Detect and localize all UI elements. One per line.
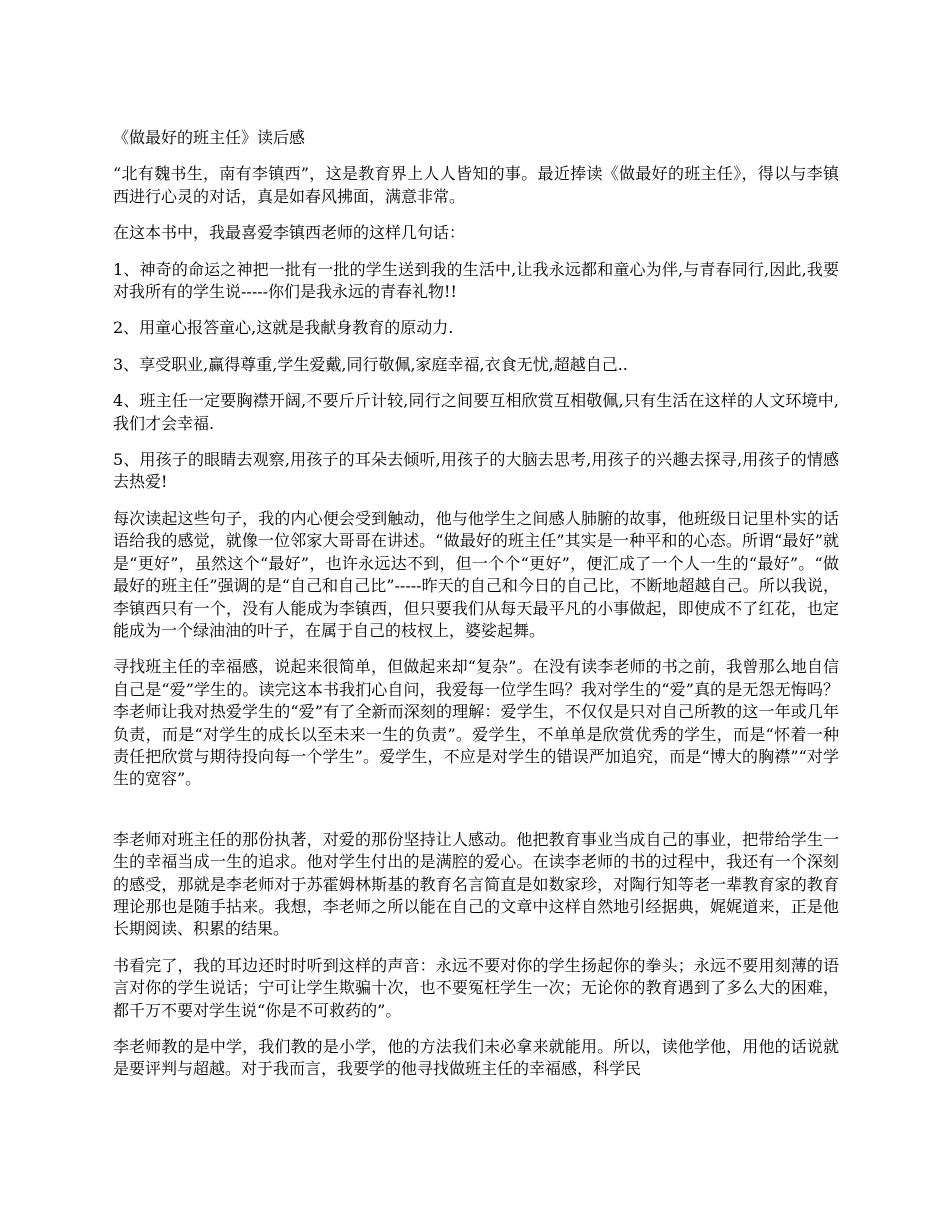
paragraph-intro: “北有魏书生，南有李镇西”，这是教育界上人人皆知的事。最近捧读《做最好的班主任》，得以与李镇西进行心灵的对话，真是如春风拂面，满意非常。 (113, 164, 839, 206)
quote-item-2: 2、用童心报答童心,这就是我献身教育的原动力. (113, 318, 454, 338)
paragraph-happiness: 寻找班主任的幸福感，说起来很简单，但做起来却“复杂”。在没有读李老师的书之前，我曾那么地自信自己是“爱”学生的。读完这本书我扪心自问，我爱每一位学生吗？我对学生的“爱”真的是无怨无悔吗？李老师让我对热爱学生的“爱”有了全新而深刻的理解：爱学生，不仅仅是只对自己所教的这一年或几年负责，而是“对学生的成长以至未来一生的负责”。爱学生，不单单是欣赏优秀的学生，而是“怀着一种责任把欣赏与期待投向每一个学生”。爱学生，不应是对学生的错误严加追究，而是“博大的胸襟”“对学生的宽容”。 (113, 657, 839, 789)
quote-item-5: 5、用孩子的眼睛去观察,用孩子的耳朵去倾听,用孩子的大脑去思考,用孩子的兴趣去探寻,用孩子的情感去热爱! (113, 450, 839, 492)
paragraph-reflection: 每次读起这些句子，我的内心便会受到触动，他与他学生之间感人肺腑的故事，他班级日记里朴实的话语给我的感觉，就像一位邻家大哥哥在讲述。“做最好的班主任”其实是一种平和的心态。所谓“最好”就是“更好”，虽然这个“最好”，也许永远达不到，但一个个“更好”，便汇成了一个人一生的“最好”。“做最好的班主任”强调的是“自己和自己比”-----昨天的自己和今日的自己比，不断地超越自己。所以我说，李镇西只有一个，没有人能成为李镇西，但只要我们从每天最平凡的小事做起，即使成不了红花，也定能成为一个绿油油的叶子，在属于自己的枝杈上，婆娑起舞。 (113, 508, 839, 640)
paragraph-quotes-lead: 在这本书中，我最喜爱李镇西老师的这样几句话： (113, 223, 466, 243)
document-body (113, 127, 839, 1095)
quote-item-4: 4、班主任一定要胸襟开阔,不要斤斤计较,同行之间要互相欣赏互相敬佩,只有生活在这样的人文环境中,我们才会幸福. (113, 391, 839, 433)
document-title: 《做最好的班主任》读后感 (113, 128, 306, 147)
quote-item-3: 3、享受职业,赢得尊重,学生爱戴,同行敬佩,家庭幸福,衣食无忧,超越自己.. (113, 354, 628, 374)
paragraph-voices: 书看完了，我的耳边还时时听到这样的声音：永远不要对你的学生扬起你的拳头；永远不要用刻薄的语言对你的学生说话；宁可让学生欺骗十次，也不要冤枉学生一次；无论你的教育遇到了多么大的困难，都千万不要对学生说“你是不可救药的”。 (113, 955, 839, 1020)
paragraph-conclusion: 李老师教的是中学，我们教的是小学，他的方法我们未必拿来就能用。所以，读他学他，用他的话说就是要评判与超越。对于我而言，我要学的他寻找做班主任的幸福感，科学民 (113, 1037, 839, 1079)
paragraph-dedication: 李老师对班主任的那份执著，对爱的那份坚持让人感动。他把教育事业当成自己的事业，把带给学生一生的幸福当成一生的追求。他对学生付出的是满腔的爱心。在读李老师的书的过程中，我还有一个深刻的感受，那就是李老师对于苏霍姆林斯基的教育名言简直是如数家珍，对陶行知等老一辈教育家的教育理论那也是随手拈来。我想，李老师之所以能在自己的文章中这样自然地引经据典，娓娓道来，正是他长期阅读、积累的结果。 (113, 829, 839, 939)
quote-item-1: 1、神奇的命运之神把一批有一批的学生送到我的生活中,让我永远都和童心为伴,与青春同行,因此,我要对我所有的学生说-----你们是我永远的青春礼物!! (113, 259, 839, 302)
